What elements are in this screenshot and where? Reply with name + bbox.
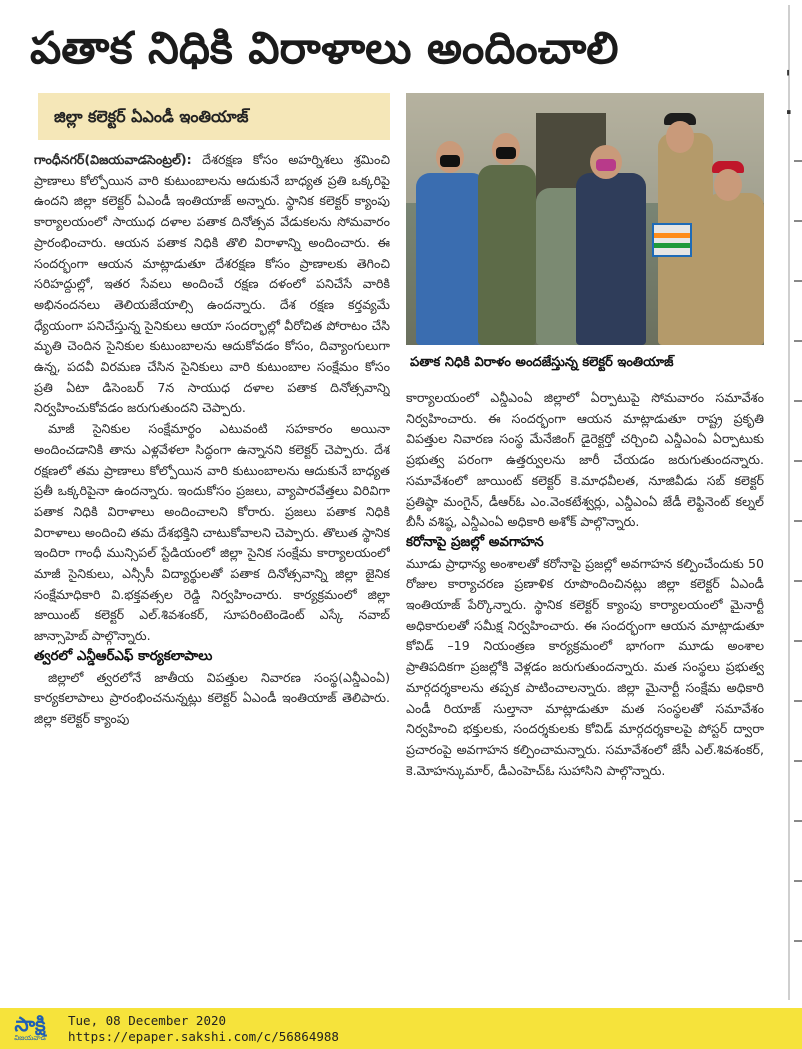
person-figure	[706, 193, 764, 345]
paragraph	[34, 150, 390, 419]
adjacent-text-line	[794, 460, 802, 462]
subheading: కరోనాపై ప్రజల్లో అవగాహన	[406, 534, 544, 550]
adjacent-text-line	[794, 220, 802, 222]
adjacent-text-line	[794, 640, 802, 642]
adjacent-headline-fragment: ·	[785, 100, 793, 124]
adjacent-text-line	[794, 280, 802, 282]
adjacent-text-line	[794, 580, 802, 582]
adjacent-text-line	[794, 820, 802, 822]
adjacent-text-line	[794, 760, 802, 762]
face-mask	[596, 159, 616, 171]
person-head	[666, 121, 694, 153]
paragraph: కార్యాలయంలో ఎన్డీఎంఏ జిల్లాలో ఏర్పాటుపై సోమవారం సమావేశం నిర్వహించారు. ఈ సందర్భంగా ఆయన మాట్లాడుతూ రాష్ట్ర ప్రకృతి విపత్తుల నివారణ సంస్థ మేనేజింగ్ డైరెక్టర్తో చర్చించి ఎన్డీఎంఏ ఏర్పాటుకు ప్రభుత్వ పరంగా ఉత్తర్వులను జారీ చేయడం జరుగుతుందన్నారు. సమావేశంలో జాయింట్ కలెక్టర్ కె.మాధవీలత, నూజివీడు సబ్ కలెక్టర్ ప్రతిష్ఠా మంగైన్, డీఆర్ఓ ఎం.వెంకటేశ్వర్లు, ఎన్డీఎంఏ జేడీ లెఫ్టినెంట్ కల్నల్ బీసీ వశిష్ఠ, ఎన్డీఎంఏ అధికారి అశోక్ పాల్గొన్నారు.	[406, 390, 764, 530]
person-head	[714, 169, 742, 201]
subheading: త్వరలో ఎన్డీఆర్ఎఫ్ కార్యకలాపాలు	[34, 648, 213, 664]
donation-box	[652, 223, 692, 257]
footer-url[interactable]: https://epaper.sakshi.com/c/56864988	[68, 1029, 339, 1044]
photo-caption: పతాక నిధికి విరాళం అందజేస్తున్న కలెక్టర్ ఇంతియాజ్	[410, 355, 674, 370]
footer-meta	[68, 1013, 339, 1045]
adjacent-article-strip	[782, 0, 802, 1005]
person-figure	[576, 173, 646, 345]
column-divider	[788, 5, 790, 1000]
paragraph: మూడు ప్రాధాన్య అంశాలతో కరోనాపై ప్రజల్లో అవగాహన కల్పించేందుకు 50 రోజుల కార్యాచరణ ప్రణాళిక రూపొందించినట్లు జిల్లా కలెక్టర్ ఏఎండీ ఇంతియాజ్ పేర్కొన్నారు. స్థానిక కలెక్టర్ క్యాంపు కార్యాలయంలో మైనార్టీ అధికారులతో సమీక్ష నిర్వహించారు. ఈ సందర్భంగా ఆయన మాట్లాడుతూ కోవిడ్ –19 నియంత్రణ కార్యక్రమంలో భాగంగా మూడు అంశాల ప్రాతిపదికగా ప్రజల్లోకి వెళ్లడం జరుగుతుందన్నారు. మత సంస్థలు ప్రభుత్వ మార్గదర్శకాలను తప్పక పాటించాలన్నారు. జిల్లా మైనార్టీ సంక్షేమ అధికారి ఎండీ రియాజ్ సుల్తానా మాట్లాడుతూ మత సంస్థలతో సమావేశం నిర్వహించి భక్తులకు, సందర్శకులకు కోవిడ్ మార్గదర్శకాలపై పోస్టర్ ద్వారా ప్రచారంపై అవగాహన కల్పించామన్నారు. సమావేశంలో జేసీ ఎల్.శివశంకర్, కె.మోహన్కుమార్, డీఎంహెచ్ఓ సుహాసిని పాల్గొన్నారు.	[406, 555, 764, 778]
paragraph: మాజీ సైనికుల సంక్షేమార్థం ఎటువంటి సహకారం అయినా అందించడానికి తాను ఎళ్లవేళలా సిద్ధంగా ఉన్నానని కలెక్టర్ చెప్పారు. దేశ రక్షణలో తమ ప్రాణాలు కోల్పోయిన వారి కుటుంబాలను ఆదుకునే బాధ్యత ప్రతీ ఒక్కరిపైనా ఉందన్నారు. ఇందుకోసం ప్రజలు, వ్యాపారవేత్తలు విరివిగా పతాక నిధికి విరాళాలు అందించాలని కోరారు. ప్రజలు పతాక నిధికి విరాళాలు అందించి తమ దేశభక్తిని చాటుకోవాలని చెప్పారు. తొలుత స్థానిక ఇందిరా గాంధీ మున్సిపల్ స్టేడియంలో జిల్లా సైనిక సంక్షేమ కార్యాలయంలో మాజీ సైనికులు, ఎన్సీసీ విద్యార్థులతో పతాక దినోత్సవాన్ని జిల్లా జైనిక సంక్షేమాధికారి వి.భక్తవత్సల రెడ్డి నిర్వహించారు. కార్యక్రమంలో జిల్లా జాయింట్ కలెక్టర్ ఎల్.శివశంకర్, సూపరింటెండెంట్ ఎస్కే నవాబ్ జాన్సాహెబ్ పాల్గొన్నారు.	[34, 421, 390, 644]
adjacent-text-line	[794, 700, 802, 702]
adjacent-text-line	[794, 880, 802, 882]
person-figure	[478, 165, 536, 345]
adjacent-text-line	[794, 520, 802, 522]
article-column-left	[34, 150, 390, 1005]
epaper-footer	[0, 1008, 802, 1049]
sakshi-logo: సాక్షి	[14, 1012, 46, 1036]
adjacent-text-line	[794, 160, 802, 162]
dateline: గాంధీనగర్(విజయవాడసెంట్రల్):	[34, 152, 192, 167]
adjacent-text-line	[794, 940, 802, 942]
adjacent-headline-fragment: ˌ	[785, 55, 792, 79]
byline-banner	[38, 93, 390, 140]
byline-text: జిల్లా కలెక్టర్ ఏఎండీ ఇంతియాజ్	[54, 107, 249, 126]
face-mask	[496, 147, 516, 159]
footer-date: Tue, 08 December 2020	[68, 1013, 227, 1028]
adjacent-text-line	[794, 340, 802, 342]
logo-edition: విజయవాడ	[14, 1034, 46, 1042]
article-headline: పతాక నిధికి విరాళాలు అందించాలి	[30, 23, 619, 74]
face-mask	[440, 155, 460, 167]
news-photo	[406, 93, 764, 345]
paragraph-text: దేశరక్షణ కోసం అహర్నిశలు శ్రమించి ప్రాణాలు కోల్పోయిన వారి కుటుంబాలను ఆదుకునే బాధ్యత ప్రతి ఒక్కరిపై ఉందని జిల్లా కలెక్టర్ ఏఎండీ ఇంతియాజ్ అన్నారు. స్థానిక కలెక్టర్ క్యాంపు కార్యాలయంలో సాయుధ దళాల పతాక దినోత్సవ వేడుకలను సోమవారం ప్రారంభించారు. ఆయన పతాక నిధికి తొలి విరాళాన్ని అందించారు. ఈ సందర్భంగా ఆయన మాట్లాడుతూ దేశరక్షణ కోసం ప్రాణాలకు తెగించి సరిహద్దుల్లో, ఇతర సేవలు అందించే రక్షణ దళంలో పనిచేసే వారికి అభినందనలు తెలియజేయాల్సి ఉందన్నారు. దేశ రక్షణ కర్తవ్యమే ధ్యేయంగా పనిచేస్తున్న సైనికులు ఆయా సందర్భాల్లో వీరోచిత పోరాటం చేసి మృతి చెందిన సైనికుల కుటుంబాలను ఆదుకోవడం కోసం, దివ్యాంగులుగా ఉన్న, పదవీ విరమణ చేసిన సైనికులు వారి కుటుంబాల సంక్షేమం కోసం ప్రతి ఏటా డిసెంబర్ 7న సాయుధ దళాల పతాక దినోత్సవాన్ని నిర్వహించుకోవడం జరుగుతుందని చెప్పారు.	[34, 152, 390, 416]
article-column-right	[406, 388, 764, 1008]
paragraph: జిల్లాలో త్వరలోనే జాతీయ విపత్తుల నివారణ సంస్థ(ఎన్డీఎంఏ) కార్యకలాపాలు ప్రారంభించనున్నట్లు కలెక్టర్ ఏఎండీ ఇంతియాజ్ తెలిపారు. జిల్లా కలెక్టర్ క్యాంపు	[34, 669, 390, 726]
person-figure	[416, 173, 486, 345]
adjacent-text-line	[794, 400, 802, 402]
